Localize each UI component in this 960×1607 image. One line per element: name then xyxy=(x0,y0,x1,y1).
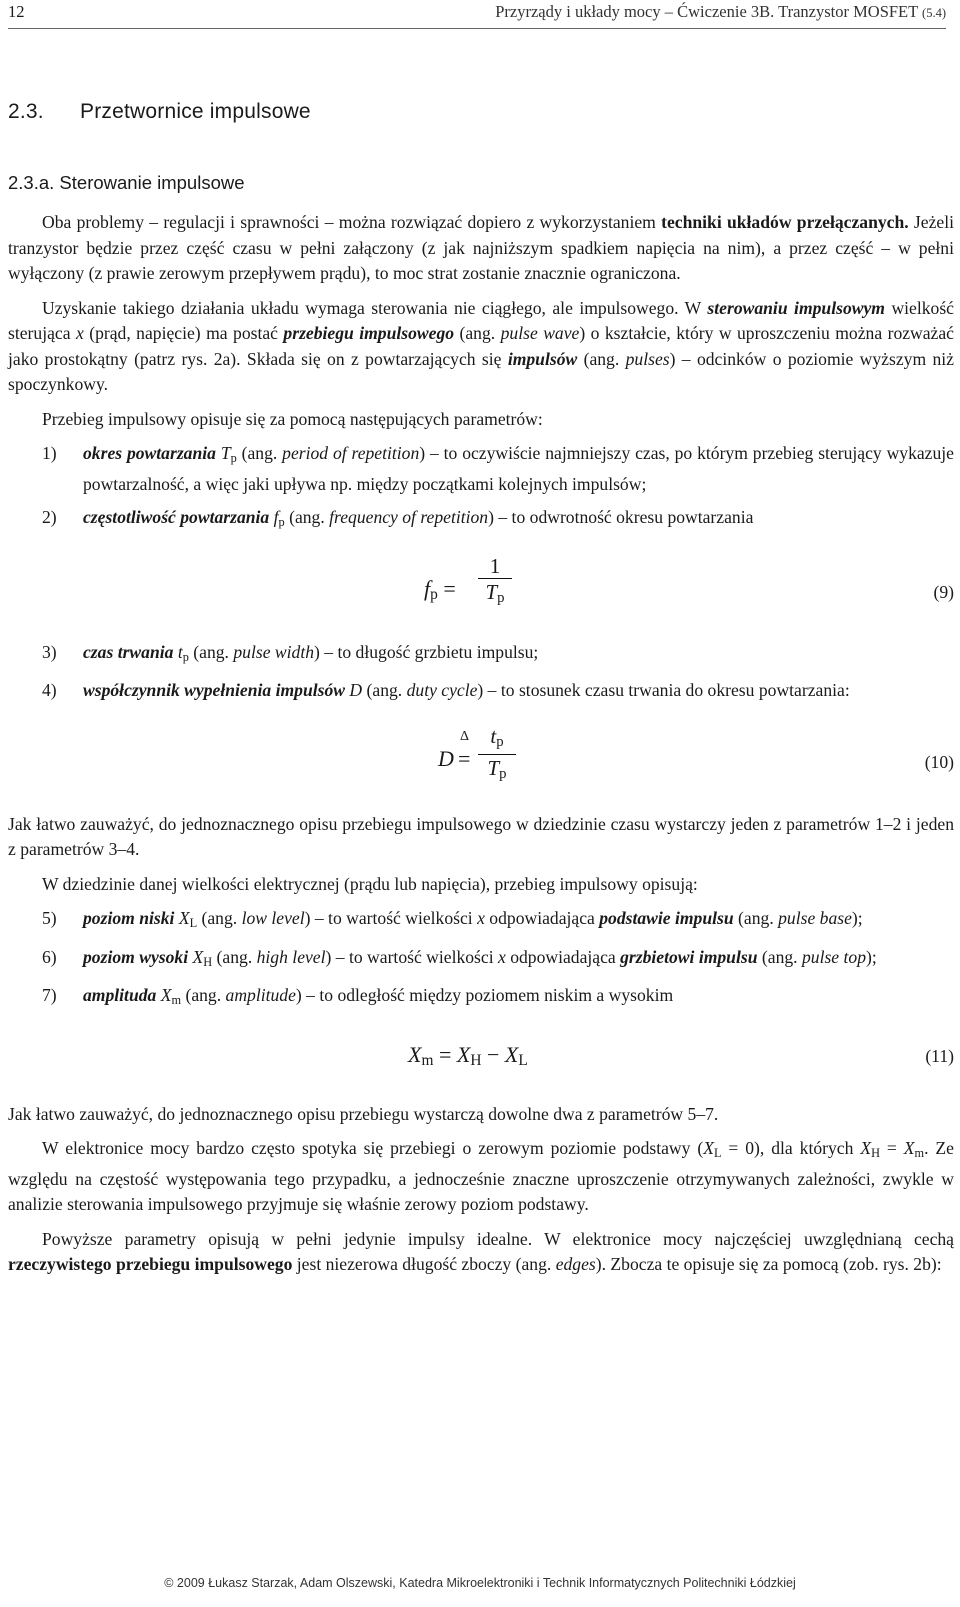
equation-9: fp = 1 $T_p$ (9) xyxy=(424,553,954,606)
equation-11: Xm = XH − XL (11) xyxy=(408,1041,954,1069)
page-header xyxy=(8,2,946,29)
list-item-1: 1) okres powtarzania $T_p$ (ang. period of repetition) – to oczywiście najmniejszy czas, po którym przebieg sterujący wykazuje powtarzalność, a więc jaki upływa np. między początkami kolejnych impulsów; xyxy=(42,443,954,494)
list-item-2: 2) częstotliwość powtarzania $f_p$ (ang. frequency of repetition) – to odwrotność okresu powtarzania xyxy=(42,507,754,529)
paragraph-1: Oba problemy – regulacji i sprawności – można rozwiązać dopiero z wykorzystaniem techniki układów przełączanych. Jeżeli tranzystor będzie przez część czasu w pełni załączony (z jak najniższym spadkiem napięcia na nim), a przez część – w pełni wyłączony (z prawie zerowym przepływem prądu), to moc strat zostanie znacznie ograniczona. xyxy=(8,212,954,283)
list-item-5: 5) poziom niski $X_L$ (ang. low level) – to wartość wielkości x odpowiadająca podstawie impulsu (ang. pulse base); xyxy=(42,908,863,930)
paragraph-2: Uzyskanie takiego działania układu wymaga sterowania nie ciągłego, ale impulsowego. W sterowaniu impulsowym wielkość sterująca x (prąd, napięcie) ma postać przebiegu impulsowego (ang. pulse wave) o kształcie, który w uproszczeniu można rozważać jako prostokątny (patrz rys. 2a). Składa się on z powtarzających się impulsów (ang. pulses) – odcinków o poziomie wyższym niż spoczynkowy. xyxy=(8,297,954,394)
list-item-4: 4) współczynnik wypełnienia impulsów D (ang. duty cycle) – to stosunek czasu trwania do okresu powtarzania: xyxy=(42,680,850,700)
list-item-7: 7) amplituda $X_m$ (ang. amplitude) – to odległość między poziomem niskim a wysokim xyxy=(42,985,674,1007)
subsection-heading: 2.3.a. Sterowanie impulsowe xyxy=(8,172,245,193)
equation-number: (11) xyxy=(925,1045,954,1066)
equation-10: D Δ = $t_p$ $T_p$ (10) xyxy=(438,723,954,782)
section-heading: 2.3. Przetwornice impulsowe xyxy=(8,100,311,123)
running-title: Przyrządy i układy mocy – Ćwiczenie 3B. Tranzystor MOSFET (5.4) xyxy=(495,2,946,21)
page-number: 12 xyxy=(8,2,25,21)
equation-number: (9) xyxy=(933,581,954,602)
paragraph-6: Jak łatwo zauważyć, do jednoznacznego opisu przebiegu wystarczą dowolne dwa z parametrów 5–7. xyxy=(8,1103,719,1124)
paragraph-5: W dziedzinie danej wielkości elektrycznej (prądu lub napięcia), przebieg impulsowy opisują: xyxy=(42,873,698,894)
equation-number: (10) xyxy=(924,751,954,772)
paragraph-8: Powyższe parametry opisują w pełni jedynie impulsy idealne. W elektronice mocy najczęściej uwzględnianą cechą rzeczywistego przebiegu impulsowego jest niezerowa długość zboczy (ang. edges). Zbocza te opisuje się za pomocą (zob. rys. 2b): xyxy=(8,1228,954,1274)
page-footer: © 2009 Łukasz Starzak, Adam Olszewski, Katedra Mikroelektroniki i Technik Informatycznych Politechniki Łódzkiej xyxy=(164,1576,796,1590)
paragraph-7: W elektronice mocy bardzo często spotyka się przebiegi o zerowym poziomie podstawy $(X_L = 0)$, dla których $X_H = X_m$. Ze względu na częstość występowania tego przypadku, a jednocześnie znaczne uproszczenie otrzymywanych zależności, zwykle w analizie sterowania impulsowego przyjmuje się właśnie zerowy poziom podstawy. xyxy=(8,1138,954,1214)
list-item-6: 6) poziom wysoki $X_H$ (ang. high level) – to wartość wielkości x odpowiadająca grzbietowi impulsu (ang. pulse top); xyxy=(42,946,877,969)
list-item-3: 3) czas trwania $t_p$ (ang. pulse width) – to długość grzbietu impulsu; xyxy=(42,641,539,664)
body-text xyxy=(8,210,954,1287)
paragraph-3: Przebieg impulsowy opisuje się za pomocą następujących parametrów: xyxy=(42,408,543,429)
paragraph-4: Jak łatwo zauważyć, do jednoznacznego opisu przebiegu impulsowego w dziedzinie czasu wystarczy jeden z parametrów 1–2 i jeden z parametrów 3–4. xyxy=(8,813,954,859)
